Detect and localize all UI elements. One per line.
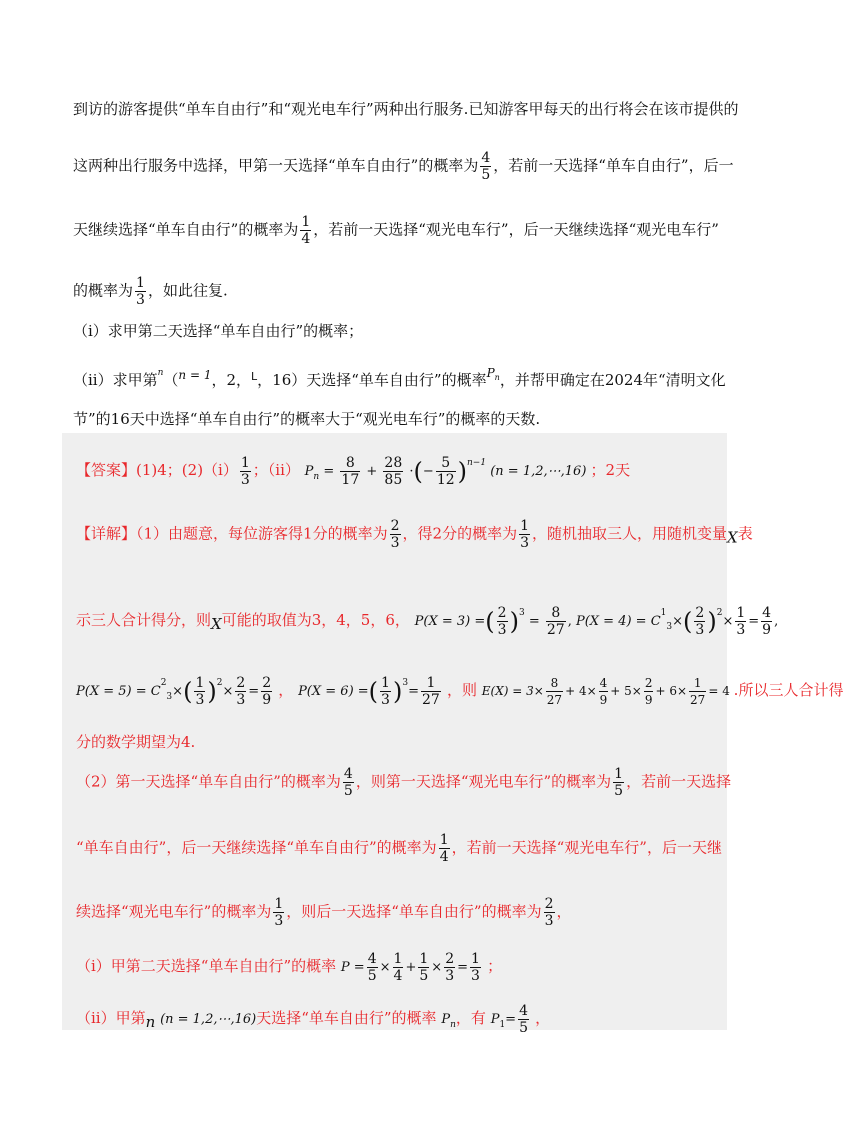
eq: =: [457, 960, 469, 975]
paren: ): [457, 457, 468, 486]
text: 天继续选择“单车自由行”的概率为: [73, 220, 299, 239]
math-Pn: [487, 366, 500, 380]
denominator: 3: [195, 692, 205, 708]
problem-line-1: 到访的游客提供“单车自由行”和“观光电车行”两种出行服务.已知游客甲每天的出行将会在该市提供的: [73, 100, 739, 118]
numerator: 1: [736, 605, 746, 621]
fraction-1-3: [470, 951, 481, 984]
answer-line: [76, 452, 630, 488]
denominator: 3: [471, 968, 480, 984]
range: (n = 1,2,⋯,16): [160, 1012, 257, 1027]
text: 天选择“单车自由行”的概率: [256, 1009, 437, 1027]
exponent: 2: [216, 678, 223, 688]
text: ，有: [455, 1009, 486, 1027]
numerator: 4: [599, 676, 608, 690]
text: （2）第一天选择“单车自由行”的概率为: [76, 772, 341, 791]
expr: = 4: [708, 684, 730, 698]
fraction-28-85: [383, 455, 403, 488]
fraction-1-27: [689, 675, 706, 708]
fraction-5-12: [436, 455, 456, 488]
text: 表: [737, 524, 753, 543]
denominator: 3: [236, 692, 246, 708]
expr: + 6×: [655, 684, 688, 698]
text: ，则第一天选择“观光电车行”的概率为: [355, 772, 612, 791]
sub: 3: [666, 622, 673, 632]
sub: n: [450, 1020, 456, 1030]
paren: ): [509, 607, 519, 636]
fraction-2-9: [644, 675, 654, 708]
numerator: 5: [436, 455, 456, 472]
fraction-4-5: [367, 951, 378, 984]
numerator: 2: [445, 951, 455, 967]
detail-label: 【详解】: [76, 524, 137, 543]
times: ×: [431, 960, 443, 975]
fraction-1-3: [194, 675, 205, 708]
fraction-2-3: [390, 518, 401, 551]
denominator: 9: [599, 693, 608, 707]
denominator: 3: [695, 622, 705, 638]
eq: =: [748, 614, 760, 629]
plus: +: [366, 464, 378, 479]
eq: =: [248, 684, 260, 699]
fraction-4-5: [480, 150, 491, 183]
answer-formula: $P_n$ = $\frac{8}{17}$ + $\frac{28}{85}$ ·(− $\frac{5}{12}$ )$^{n-1}$ (n = 1,2,⋯,16): [304, 455, 587, 488]
question-2: [73, 362, 726, 391]
paren: ): [707, 607, 717, 636]
detail-line-2: [76, 602, 778, 638]
sub: 1: [499, 1020, 506, 1030]
plus: +: [405, 960, 417, 975]
numerator: 28: [384, 455, 403, 471]
formula-px6: [298, 675, 447, 708]
numerator: 1: [381, 675, 390, 691]
exponent: 3: [518, 608, 525, 618]
paren: ): [207, 677, 217, 706]
times: ×: [172, 684, 184, 699]
denominator: 12: [436, 472, 455, 488]
numerator: 1: [240, 454, 250, 471]
expr: P(X = 5) = C: [76, 684, 161, 699]
math-n: n: [145, 1013, 156, 1031]
text: ，并帮甲确定在2024年“清明文化: [499, 371, 726, 389]
text: 可能的取值为3，4，5，6，: [221, 611, 410, 629]
expr: P =: [340, 960, 365, 975]
denominator: 4: [439, 849, 449, 865]
numerator: 1: [301, 214, 311, 230]
text: ，若前一天选择“观光电车行”，后一天继续选择“观光电车行”: [313, 220, 719, 239]
expr: P(X = 6) =: [298, 684, 369, 699]
fraction-2-9: [261, 675, 272, 708]
text: 示三人合计得分，则: [76, 611, 212, 629]
problem-line-2: [73, 150, 734, 183]
exponent: 2: [716, 608, 723, 618]
fraction-2-3: [444, 951, 455, 984]
fraction-8-27: [546, 675, 563, 708]
text: （ii）求甲第: [73, 371, 158, 389]
denominator: 27: [421, 692, 440, 708]
text: ，2，: [211, 371, 252, 389]
dot: ·: [409, 464, 414, 479]
fraction-1-27: [421, 675, 441, 708]
text: (1)4；(2)（i）: [136, 461, 238, 479]
numerator: 8: [340, 455, 360, 472]
expr: P(X = 3) =: [414, 614, 486, 629]
denominator: 5: [614, 783, 624, 799]
denominator: 27: [690, 693, 706, 707]
text: ；: [487, 957, 503, 975]
fraction-1-4: [393, 951, 404, 984]
numerator: 4: [343, 766, 353, 782]
sub: 3: [166, 692, 173, 702]
denominator: 5: [367, 968, 377, 984]
formula-px4: $P(X = 4) = C^1_3\times$( $\frac{2}{3}$ )$^2$× $\frac{1}{3}$ = $\frac{4}{9}$ ,: [575, 605, 779, 638]
denominator: 4: [393, 968, 403, 984]
detail-line-7: [76, 896, 572, 929]
exponent: n−1: [467, 458, 487, 468]
numerator: 2: [695, 605, 705, 621]
question-2-cont: 节”的16天中选择“单车自由行”的概率大于“观光电车行”的概率的天数.: [73, 410, 541, 428]
times: ×: [379, 960, 391, 975]
text: ，则后一天选择“单车自由行”的概率为: [286, 902, 542, 921]
detail-line-3: [76, 672, 843, 708]
times: ×: [722, 614, 734, 629]
numerator: 4: [519, 1003, 528, 1019]
text: ，若前一天选择“单车自由行”，后一: [493, 156, 734, 175]
paren: (: [683, 607, 693, 636]
fraction-2-3: [544, 896, 555, 929]
numerator: 2: [497, 605, 507, 621]
denominator: 9: [762, 622, 772, 638]
text: ；2天: [590, 461, 631, 479]
fraction-2-3: [497, 605, 508, 638]
denominator: 9: [262, 692, 272, 708]
text: “单车自由行”，后一天继续选择“单车自由行”的概率为: [76, 838, 437, 857]
denominator: 3: [381, 692, 390, 708]
numerator: 8: [546, 675, 563, 692]
numerator: 1: [471, 951, 480, 967]
formula-p2: [340, 951, 487, 984]
numerator: 2: [544, 896, 554, 912]
numerator: 1: [614, 766, 624, 782]
problem-line-3: [73, 214, 719, 247]
detail-line-9: [76, 1003, 550, 1036]
numerator: 1: [393, 951, 403, 967]
text: ，: [556, 902, 572, 921]
denominator: 5: [419, 968, 429, 984]
sup: 2: [160, 678, 167, 688]
eq: =: [323, 464, 335, 479]
P: P: [486, 366, 495, 380]
fraction-8-27: [546, 605, 566, 638]
denominator: 3: [274, 913, 284, 929]
numerator: 1: [439, 832, 449, 848]
text: （ii）甲第: [76, 1009, 146, 1027]
sub: n: [494, 373, 500, 382]
expr: + 5×: [610, 684, 642, 698]
numerator: 1: [421, 675, 441, 692]
formula-ex: [481, 676, 734, 707]
expr: P(X = 4) = C: [575, 614, 661, 629]
fraction-1-3: [273, 896, 284, 929]
numerator: 2: [236, 675, 246, 691]
text: 这两种出行服务中选择，甲第一天选择“单车自由行”的概率为: [73, 156, 479, 175]
numerator: 2: [262, 675, 272, 691]
fraction-4-5: [518, 1003, 529, 1036]
numerator: 8: [546, 605, 566, 622]
text: 续选择“观光电车行”的概率为: [76, 902, 272, 921]
text: .所以三人合计得: [733, 681, 843, 699]
text: 的概率为: [73, 281, 134, 300]
fraction-4-9: [761, 605, 772, 638]
fraction-1-3: [519, 518, 530, 551]
denominator: 17: [341, 472, 360, 488]
fraction-8-17: [340, 455, 360, 488]
text: （: [163, 371, 179, 389]
detail-line-6: [76, 832, 722, 865]
denominator: 27: [546, 693, 563, 707]
text: ，如此往复.: [147, 281, 228, 300]
P: P: [441, 1012, 451, 1027]
denominator: 3: [544, 913, 554, 929]
math-X: X: [727, 528, 738, 547]
text: ，: [278, 681, 294, 699]
paren: (: [183, 677, 193, 706]
expr: + 4×: [565, 684, 597, 698]
P: P: [490, 1012, 500, 1027]
ellipsis-glyph: L: [251, 370, 258, 383]
detail-line-8: [76, 951, 502, 984]
text: （1）由题意，每位游客得1分的概率为: [136, 524, 388, 543]
denominator: 4: [301, 231, 311, 247]
sub: n: [313, 472, 320, 482]
text: ，若前一天选择: [626, 772, 732, 791]
fraction-2-3: [235, 675, 246, 708]
paren: ): [392, 677, 403, 706]
detail-line-1: [76, 518, 753, 551]
range: (n = 1,2,⋯,16): [490, 464, 587, 479]
eq: =: [528, 614, 540, 629]
formula-p1: [490, 1003, 535, 1036]
denominator: 3: [736, 622, 746, 638]
numerator: 4: [481, 150, 491, 166]
numerator: 1: [689, 675, 706, 692]
text: ，随机抽取三人，用随机变量: [532, 524, 728, 543]
text: ，若前一天选择“观光电车行”，后一天继: [451, 838, 722, 857]
problem-line-4: [73, 275, 228, 308]
eq: =: [408, 684, 419, 699]
math-Pn: [441, 1012, 456, 1030]
sup: 1: [660, 608, 667, 618]
numerator: 1: [136, 275, 145, 291]
formula-px3: P(X = 3) =( $\frac{2}{3}$ )$^3$ = $\frac{8}{27}$ ,: [414, 605, 576, 638]
math-X: X: [211, 615, 222, 633]
fraction-4-5: [343, 766, 354, 799]
P: P: [304, 464, 314, 479]
denominator: 5: [481, 167, 491, 183]
fraction-1-3: [135, 275, 146, 308]
eq: =: [505, 1012, 517, 1027]
detail-line-4: 分的数学期望为4.: [76, 733, 196, 751]
numerator: 2: [390, 518, 400, 534]
text: ，: [535, 1009, 551, 1027]
denominator: 27: [546, 622, 565, 638]
fraction-4-9: [599, 675, 609, 708]
formula-px5: [76, 675, 278, 708]
expr: E(X) = 3×: [481, 684, 544, 698]
fraction-1-4: [439, 832, 450, 865]
denominator: 3: [445, 968, 455, 984]
denominator: 9: [644, 693, 653, 707]
denominator: 3: [390, 535, 400, 551]
text: ，得2分的概率为: [402, 524, 518, 543]
math-n-eq-1: n = 1: [178, 368, 212, 382]
fraction-1-3: [380, 675, 391, 708]
numerator: 1: [195, 675, 205, 691]
denominator: 3: [520, 535, 529, 551]
numerator: 1: [520, 518, 529, 534]
text: ，则: [446, 681, 477, 699]
numerator: 4: [367, 951, 377, 967]
denominator: 85: [384, 472, 403, 488]
question-1: （i）求甲第二天选择“单车自由行”的概率；: [73, 322, 364, 340]
paren: (: [485, 607, 495, 636]
fraction-1-3: [735, 605, 746, 638]
text: ，16）天选择“单车自由行”的概率: [257, 371, 487, 389]
denominator: 5: [343, 783, 353, 799]
detail-line-5: [76, 766, 731, 799]
times: ×: [222, 684, 234, 699]
denominator: 3: [497, 622, 507, 638]
fraction-1-5: [613, 766, 624, 799]
fraction-1-5: [418, 951, 429, 984]
text: ；（ii）: [252, 461, 300, 479]
times: ×: [672, 614, 684, 629]
numerator: 1: [274, 896, 284, 912]
fraction-1-4: [300, 214, 311, 247]
math-n: n: [157, 368, 164, 378]
fraction-1-3: [240, 455, 251, 488]
paren: (: [413, 457, 423, 486]
answer-label: 【答案】: [76, 461, 137, 479]
denominator: 5: [519, 1020, 528, 1036]
paren: (: [368, 677, 379, 706]
exponent: 3: [402, 678, 409, 688]
denominator: 3: [240, 471, 250, 488]
numerator: 2: [644, 676, 653, 690]
denominator: 3: [136, 292, 145, 308]
text: （i）甲第二天选择“单车自由行”的概率: [76, 957, 337, 975]
fraction-2-3: [694, 605, 705, 638]
numerator: 4: [762, 605, 772, 621]
numerator: 1: [419, 951, 429, 967]
